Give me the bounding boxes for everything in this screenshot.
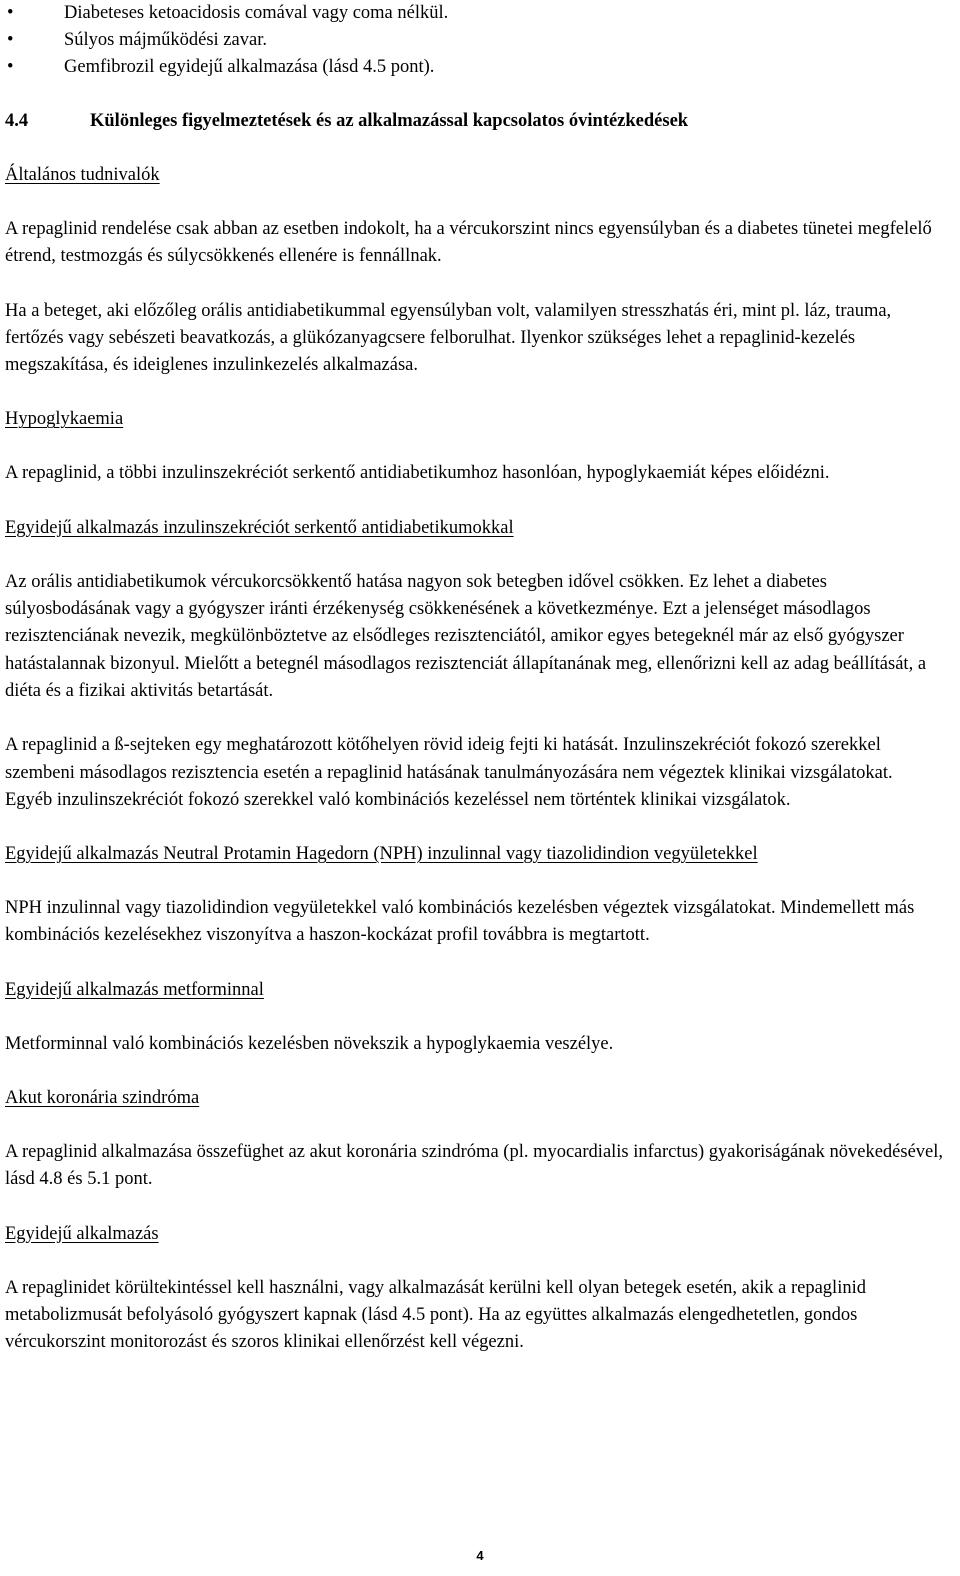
- section-title: Különleges figyelmeztetések és az alkalmazással kapcsolatos óvintézkedések: [90, 111, 689, 131]
- subheading-hypoglycaemia: Hypoglykaemia: [5, 409, 124, 430]
- paragraph: Ha a beteget, aki előzőleg orális antidiabetikummal egyensúlyban volt, valamilyen stresszhatás éri, mint pl. láz, trauma, fertőzés vagy sebészeti beavatkozás, a glükózanyagcsere felborulhat. Ilyenkor szükséges lehet a repaglinid-kezelés megszakítása, és ideiglenes inzulinkezelés alkalmazása.: [5, 300, 892, 376]
- paragraph: NPH inzulinnal vagy tiazolidindion vegyületekkel való kombinációs kezelésben végeztek vizsgálatokat. Mindemellett más kombinációs kezelésekhez viszonyítva a haszon-kockázat profil továbbra is megtartott.: [5, 898, 915, 946]
- subheading-metformin: Egyidejű alkalmazás metforminnal: [5, 979, 264, 1000]
- paragraph: A repaglinid alkalmazása összefüghet az akut koronária szindróma (pl. myocardialis infarctus) gyakoriságának növekedésével, lásd 4.8 és 5.1 pont.: [5, 1142, 944, 1190]
- page-number: 4: [476, 1548, 484, 1563]
- bullet-icon: •: [7, 57, 14, 77]
- subheading-acs: Akut koronária szindróma: [5, 1088, 200, 1109]
- list-item: • Diabeteses ketoacidosis comával vagy coma nélkül.: [5, 0, 953, 27]
- paragraph: A repaglinidet körültekintéssel kell használni, vagy alkalmazását kerülni kell olyan betegek esetén, akik a repaglinid metabolizmusát befolyásoló gyógyszert kapnak (lásd 4.5 pont). Ha az együttes alkalmazás elengedhetetlen, gondos vércukorszint monitorozást és szoros klinikai ellenőrzést kell végezni.: [5, 1277, 866, 1353]
- subheading-secretagogues: Egyidejű alkalmazás inzulinszekréciót serkentő antidiabetikumokkal: [5, 517, 514, 538]
- subheading-nph: Egyidejű alkalmazás Neutral Protamin Hagedorn (NPH) inzulinnal vagy tiazolidindion vegyületekkel: [5, 844, 758, 865]
- section-number: 4.4: [5, 111, 29, 131]
- list-item: • Súlyos májműködési zavar.: [5, 27, 953, 54]
- paragraph: Az orális antidiabetikumok vércukorcsökkentő hatása nagyon sok betegben idővel csökken. Ez lehet a diabetes súlyosbodásának vagy a gyógyszer iránti érzékenység csökkenésének a következménye. Ezt a jelenséget másodlagos rezisztenciának nevezik, megkülönböztetve az elsődleges rezisztenciától, amikor egyes betegeknél már az első gyógyszer hatástalannak bizonyul. Mielőtt a betegnél másodlagos rezisztenciát állapítanának meg, ellenőrizni kell az adag beállítását, a diéta és a fizikai aktivitás betartását.: [5, 571, 927, 701]
- subheading-general: Általános tudnivalók: [5, 165, 160, 185]
- bullet-icon: •: [7, 30, 14, 50]
- paragraph: Metforminnal való kombinációs kezelésben növekszik a hypoglykaemia veszélye.: [5, 1033, 614, 1054]
- section-heading: [5, 108, 953, 135]
- contraindication-list: [5, 0, 953, 81]
- document-page: [5, 0, 953, 1357]
- paragraph: A repaglinid rendelése csak abban az esetben indokolt, ha a vércukorszint nincs egyensúlyban és a diabetes tünetei megfelelő étrend, testmozgás és súlycsökkenés ellenére is fennállnak.: [5, 219, 932, 267]
- bullet-icon: •: [7, 3, 14, 23]
- paragraph: Egyéb inzulinszekréciót fokozó szerekkel való kombinációs kezeléssel nem történtek klinikai vizsgálatok.: [5, 789, 791, 810]
- paragraph: A repaglinid, a többi inzulinszekréciót serkentő antidiabetikumhoz hasonlóan, hypoglykaemiát képes előidézni.: [5, 463, 830, 484]
- paragraph: A repaglinid a ß-sejteken egy meghatározott kötőhelyen rövid ideig fejti ki hatását. Inzulinszekréciót fokozó szerekkel szembeni másodlagos rezisztencia esetén a repaglinid hatásának tanulmányozására nem végeztek klinikai vizsgálatokat.: [5, 735, 893, 783]
- list-item: • Gemfibrozil egyidejű alkalmazása (lásd 4.5 pont).: [5, 54, 953, 81]
- subheading-concomitant: Egyidejű alkalmazás: [5, 1223, 159, 1244]
